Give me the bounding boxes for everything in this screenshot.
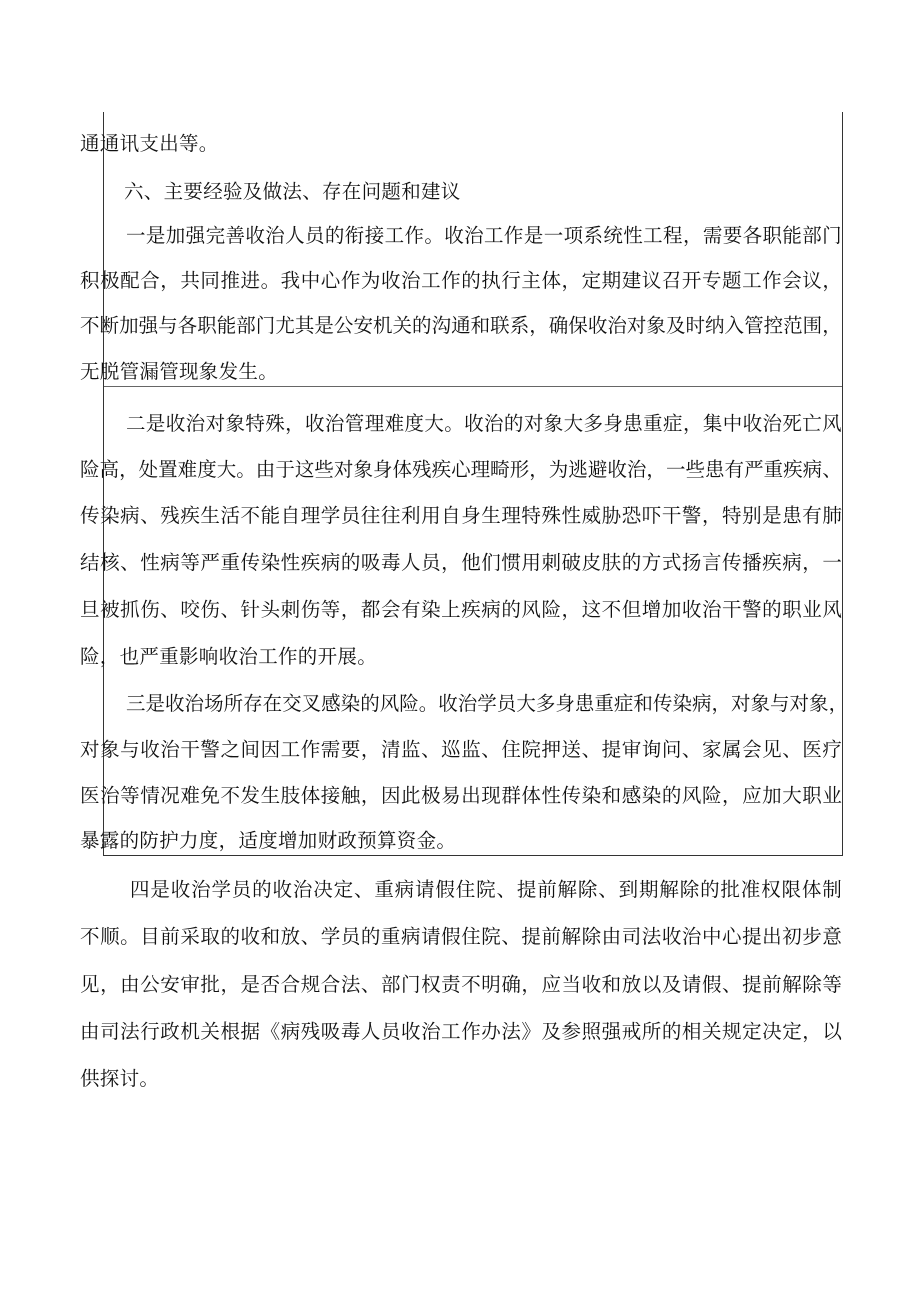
paragraph-2-line-1: 二 是 收 治 对 象 特 殊 ， 收 治 管 理 难 度 大 。 收 治 的 对 象 大 多 身 患 重 症 ， 集 中 收 治 死 亡 风 bbox=[126, 412, 842, 435]
paragraph-1-line-3: 不 断 加 强 与 各 职 能 部 门 尤 其 是 公 安 机 关 的 沟 通 和 联 系 ， 确 保 收 治 对 象 及 时 纳 入 管 控 范 围 ， bbox=[80, 314, 842, 337]
paragraph-2-line-2: 险 高 ， 处 置 难 度 大 。 由 于 这 些 对 象 身 体 残 疾 心 理 畸 形 ， 为 逃 避 收 治 ， 一 些 患 有 严 重 疾 病 、 bbox=[80, 458, 842, 481]
paragraph-4-line-2: 不 顺 。 目 前 采 取 的 收 和 放 、 学 员 的 重 病 请 假 住 院 、 提 前 解 除 由 司 法 收 治 中 心 提 出 初 步 意 bbox=[80, 925, 842, 948]
paragraph-2-line-6: 险，也严重影响收治工作的开展。 bbox=[80, 645, 378, 668]
paragraph-4-line-1: 四 是 收 治 学 员 的 收 治 决 定 、 重 病 请 假 住 院 、 提 前 解 除 、 到 期 解 除 的 批 准 权 限 体 制 bbox=[130, 878, 842, 901]
section-heading: 六、主要经验及做法、存在问题和建议 bbox=[124, 180, 461, 203]
paragraph-4-line-3: 见 ， 由 公 安 审 批 ， 是 否 合 规 合 法 、 部 门 权 责 不 明 确 ， 应 当 收 和 放 以 及 请 假 、 提 前 解 除 等 bbox=[80, 973, 842, 996]
paragraph-4-line-5: 供探讨。 bbox=[80, 1067, 160, 1090]
paragraph-3-line-4: 暴露的防护力度，适度增加财政预算资金。 bbox=[80, 829, 457, 852]
paragraph-4-line-4: 由 司 法 行 政 机 关 根 据 《 病 残 吸 毒 人 员 收 治 工 作 办 法 》 及 参 照 强 戒 所 的 相 关 规 定 决 定 ， 以 bbox=[80, 1020, 842, 1043]
paragraph-1-line-1: 一 是 加 强 完 善 收 治 人 员 的 衔 接 工 作 。 收 治 工 作 是 一 项 系 统 性 工 程 ， 需 要 各 职 能 部 门 bbox=[126, 224, 842, 247]
paragraph-3-line-1: 三 是 收 治 场 所 存 在 交 叉 感 染 的 风 险 。 收 治 学 员 大 多 身 患 重 症 和 传 染 病 ， 对 象 与 对 象 ， bbox=[126, 692, 849, 715]
paragraph-2-line-5: 旦 被 抓 伤 、 咬 伤 、 针 头 刺 伤 等 ， 都 会 有 染 上 疾 病 的 风 险 ， 这 不 但 增 加 收 治 干 警 的 职 业 风 bbox=[80, 598, 842, 621]
paragraph-3-line-3: 医 治 等 情 况 难 免 不 发 生 肢 体 接 触 ， 因 此 极 易 出 现 群 体 性 传 染 和 感 染 的 风 险 ， 应 加 大 职 业 bbox=[80, 784, 842, 807]
paragraph-2-line-4: 结 核 、 性 病 等 严 重 传 染 性 疾 病 的 吸 毒 人 员 ， 他 们 惯 用 刺 破 皮 肤 的 方 式 扬 言 传 播 疾 病 ， 一 bbox=[80, 551, 842, 574]
paragraph-1-line-2: 积 极 配 合 ， 共 同 推 进 。 我 中 心 作 为 收 治 工 作 的 执 行 主 体 ， 定 期 建 议 召 开 专 题 工 作 会 议 ， bbox=[80, 269, 842, 292]
continuation-line: 通通讯支出等。 bbox=[80, 132, 219, 155]
paragraph-1-line-4: 无脱管漏管现象发生。 bbox=[80, 360, 279, 383]
row-divider-line bbox=[104, 386, 842, 387]
paragraph-2-line-3: 传 染 病 、 残 疾 生 活 不 能 自 理 学 员 往 往 利 用 自 身 生 理 特 殊 性 威 胁 恐 吓 干 警 ， 特 别 是 患 有 肺 bbox=[80, 504, 842, 527]
paragraph-3-line-2: 对 象 与 收 治 干 警 之 间 因 工 作 需 要 ， 清 监 、 巡 监 、 住 院 押 送 、 提 审 询 问 、 家 属 会 见 、 医 疗 bbox=[80, 738, 842, 761]
